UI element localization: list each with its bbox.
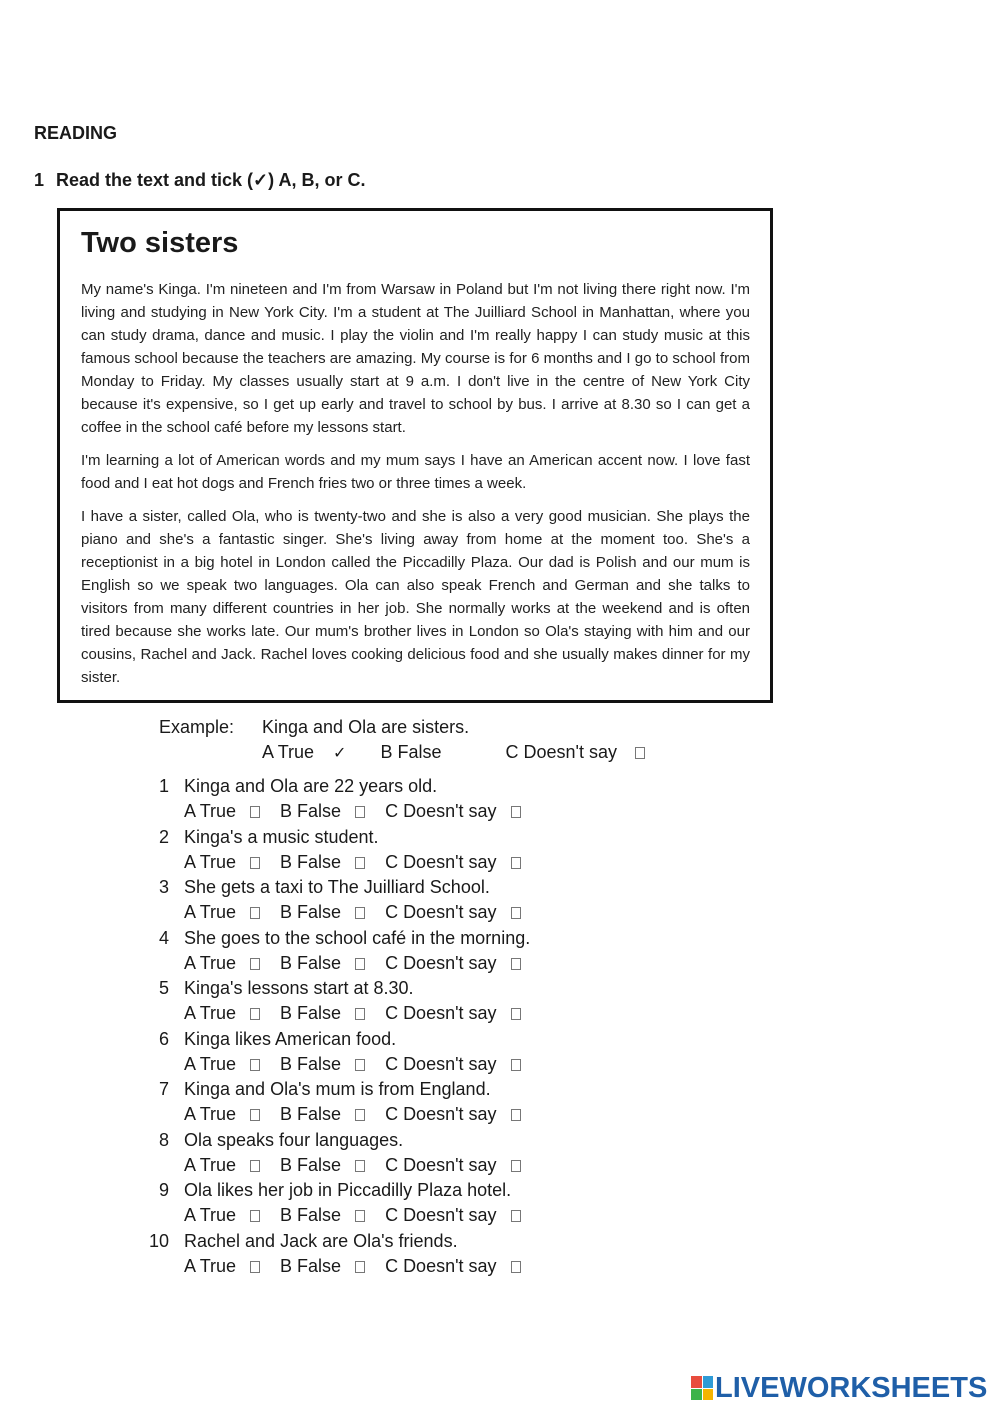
option-b-label: B False	[280, 902, 342, 922]
option-a-label: A True	[184, 852, 237, 872]
example-question: Kinga and Ola are sisters.	[262, 717, 470, 737]
option-a-label: A True	[184, 1003, 237, 1023]
question-options	[184, 1003, 521, 1024]
option-a-label: A True	[184, 902, 237, 922]
option-c-checkbox[interactable]	[511, 1109, 521, 1121]
option-b-checkbox[interactable]	[355, 857, 365, 869]
question-text: Kinga's a music student.	[184, 827, 379, 847]
option-a-checkbox[interactable]	[250, 1160, 260, 1172]
question-number: 6	[158, 1029, 169, 1049]
question-options	[184, 1155, 521, 1176]
instruction-text: Read the text and tick (✓) A, B, or C.	[56, 170, 366, 190]
option-b-checkbox[interactable]	[355, 958, 365, 970]
option-c-checkbox[interactable]	[511, 1059, 521, 1071]
option-a-label: A True	[184, 953, 237, 973]
question-options	[184, 1205, 521, 1226]
question-text: Kinga and Ola's mum is from England.	[184, 1079, 491, 1099]
section-heading: READING	[34, 123, 118, 143]
option-b-label: B False	[280, 1054, 342, 1074]
option-a-label: A True	[184, 1155, 237, 1175]
option-b-label: B False	[280, 1104, 342, 1124]
question-text: Rachel and Jack are Ola's friends.	[184, 1231, 458, 1251]
logo-text: LIVEWORKSHEETS	[715, 1372, 988, 1404]
option-c-checkbox[interactable]	[511, 907, 521, 919]
option-c-label: C Doesn't say	[385, 902, 497, 922]
check-icon: ✓	[333, 745, 347, 762]
question-number: 7	[158, 1079, 169, 1099]
option-c-checkbox[interactable]	[511, 1210, 521, 1222]
option-c-checkbox[interactable]	[511, 806, 521, 818]
option-a-checkbox[interactable]	[250, 907, 260, 919]
option-b-checkbox[interactable]	[355, 1261, 365, 1273]
option-c-label: C Doesn't say	[385, 1155, 497, 1175]
option-a-checkbox[interactable]	[250, 857, 260, 869]
question-text: Ola likes her job in Piccadilly Plaza hotel.	[184, 1180, 512, 1200]
instruction-number: 1	[34, 170, 45, 190]
reading-paragraph-1: My name's Kinga. I'm nineteen and I'm from Warsaw in Poland but I'm not living there right now. I'm living and studying in New York City. I'm a student at The Juilliard School in Manhattan, where you can study drama, dance and music. I play the violin and I'm really happy I can study music at this famous school because the teachers are amazing. My course is for 6 months and I go to school from Monday to Friday. My classes usually start at 9 a.m. I don't live in the centre of New York City because it's expensive, so I get up early and travel to school by bus. I arrive at 8.30 so I can get a coffee in the school café before my lessons start.	[81, 281, 750, 436]
option-b-checkbox[interactable]	[355, 1008, 365, 1020]
option-c-label: C Doesn't say	[385, 1205, 497, 1225]
question-text: She goes to the school café in the morning.	[184, 928, 531, 948]
option-c-checkbox[interactable]	[511, 1008, 521, 1020]
option-b-checkbox[interactable]	[355, 1210, 365, 1222]
option-a-label: A True	[184, 1054, 237, 1074]
option-b-checkbox[interactable]	[355, 806, 365, 818]
question-text: Kinga likes American food.	[184, 1029, 397, 1049]
question-text: Ola speaks four languages.	[184, 1130, 404, 1150]
option-b-label: B False	[280, 1155, 342, 1175]
option-b-label: B False	[280, 1003, 342, 1023]
option-b-checkbox[interactable]	[355, 907, 365, 919]
option-a-checkbox[interactable]	[250, 806, 260, 818]
option-c-label: C Doesn't say	[385, 1256, 497, 1276]
question-text: Kinga's lessons start at 8.30.	[184, 978, 414, 998]
option-b-label: B False	[280, 801, 342, 821]
question-number: 9	[158, 1180, 169, 1200]
option-c-checkbox[interactable]	[511, 1160, 521, 1172]
instruction	[34, 170, 365, 191]
question-options	[184, 1104, 521, 1125]
option-a-label: A True	[184, 1104, 237, 1124]
question-options	[184, 801, 521, 822]
example-option-b: B False	[380, 742, 442, 762]
option-c-label: C Doesn't say	[385, 1104, 497, 1124]
reading-paragraph-3: I have a sister, called Ola, who is twenty-two and she is also a very good musician. She plays the piano and she's a fantastic singer. She's living away from home at the moment too. She's a receptionist in a big hotel in London called the Piccadilly Plaza. Our dad is Polish and our mum is English so we speak two languages. Ola can also speak French and German and she talks to visitors from many different countries in her job. She normally works at the weekend and is often tired because she works late. Our mum's brother lives in London so Ola's staying with him and our cousins, Rachel and Jack. Rachel loves cooking delicious food and she usually makes dinner for my sister.	[81, 508, 750, 686]
question-options	[184, 1054, 521, 1075]
reading-title: Two sisters	[81, 227, 239, 259]
question-number: 4	[158, 928, 169, 948]
reading-box	[57, 208, 773, 703]
question-number: 8	[158, 1130, 169, 1150]
example-option-a: A True	[262, 742, 315, 762]
option-c-checkbox[interactable]	[511, 857, 521, 869]
option-c-checkbox[interactable]	[511, 1261, 521, 1273]
question-number: 3	[158, 877, 169, 897]
option-c-label: C Doesn't say	[385, 801, 497, 821]
reading-paragraph-2: I'm learning a lot of American words and my mum says I have an American accent now. I love fast food and I eat hot dogs and French fries two or three times a week.	[81, 452, 750, 492]
option-a-checkbox[interactable]	[250, 1210, 260, 1222]
question-options	[184, 852, 521, 873]
question-options	[184, 902, 521, 923]
option-b-label: B False	[280, 953, 342, 973]
option-b-checkbox[interactable]	[355, 1109, 365, 1121]
option-a-label: A True	[184, 801, 237, 821]
option-a-checkbox[interactable]	[250, 1261, 260, 1273]
option-c-checkbox[interactable]	[511, 958, 521, 970]
example-option-c: C Doesn't say	[505, 742, 617, 762]
option-a-checkbox[interactable]	[250, 958, 260, 970]
example-checkbox-c[interactable]	[635, 747, 645, 759]
option-c-label: C Doesn't say	[385, 953, 497, 973]
question-number: 2	[158, 827, 169, 847]
question-options	[184, 953, 521, 974]
question-number: 10	[149, 1231, 170, 1251]
question-number: 5	[158, 978, 169, 998]
option-c-label: C Doesn't say	[385, 1003, 497, 1023]
example-label: Example:	[159, 717, 235, 737]
option-c-label: C Doesn't say	[385, 852, 497, 872]
logo-mark-icon	[691, 1376, 713, 1400]
question-number: 1	[158, 776, 169, 796]
example-options	[262, 742, 645, 763]
option-a-label: A True	[184, 1205, 237, 1225]
option-b-label: B False	[280, 1205, 342, 1225]
liveworksheets-logo	[691, 1374, 987, 1402]
option-b-checkbox[interactable]	[355, 1160, 365, 1172]
option-b-checkbox[interactable]	[355, 1059, 365, 1071]
question-options	[184, 1256, 521, 1277]
question-text: Kinga and Ola are 22 years old.	[184, 776, 438, 796]
option-a-checkbox[interactable]	[250, 1059, 260, 1071]
question-text: She gets a taxi to The Juilliard School.	[184, 877, 490, 897]
option-b-label: B False	[280, 852, 342, 872]
option-a-checkbox[interactable]	[250, 1008, 260, 1020]
option-a-checkbox[interactable]	[250, 1109, 260, 1121]
option-b-label: B False	[280, 1256, 342, 1276]
option-c-label: C Doesn't say	[385, 1054, 497, 1074]
option-a-label: A True	[184, 1256, 237, 1276]
